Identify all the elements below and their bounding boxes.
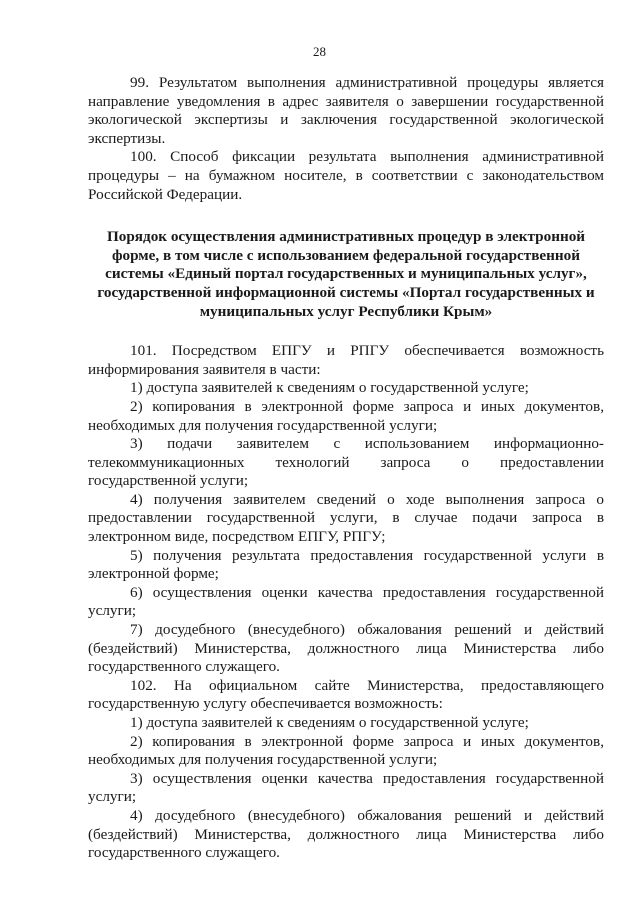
list-item: 1) доступа заявителей к сведениям о государственной услуге; [130, 379, 529, 397]
paragraph-100: 100. Способ фиксации результата выполнения административной процедуры – на бумажном носителе, в соответствии с законодательством Российской Федерации. [88, 148, 604, 203]
list-item: 4) получения заявителем сведений о ходе выполнения запроса о предоставлении государственной услуги, в случае подачи запроса в электронном виде, посредством ЕПГУ, РПГУ; [88, 490, 604, 546]
heading-line: государственной информационной системы «Портал государственных и [97, 283, 595, 301]
list-item: 2) копирования в электронной форме запроса и иных документов, необходимых для получения государственной услуги; [88, 732, 604, 769]
section-heading [88, 228, 604, 321]
paragraph-101: 101. Посредством ЕПГУ и РПГУ обеспечивается возможность информирования заявителя в части: [88, 342, 604, 378]
list-item: 6) осуществления оценки качества предоставления государственной услуги; [88, 583, 604, 620]
paragraph-99: 99. Результатом выполнения административной процедуры является направление уведомления в адрес заявителя о завершении государственной экологической экспертизы и заключения государственной экологической экспертизы. [88, 74, 604, 147]
list-item: 3) подачи заявителем с использованием информационно-телекоммуникационных технологий запроса о предоставлении государственной услуги; [88, 435, 604, 490]
list-item: 5) получения результата предоставления государственной услуги в электронной форме; [88, 546, 604, 583]
heading-line: форме, в том числе с использованием федеральной государственной [111, 246, 581, 264]
list-item: 1) доступа заявителей к сведениям о государственной услуге; [130, 714, 529, 731]
list-item: 7) досудебного (внесудебного) обжалования решений и действий (бездействий) Министерства, должностного лица Министерства либо государственного служащего. [88, 621, 604, 676]
heading-line: Порядок осуществления административных процедур в электронной [106, 228, 586, 246]
list-item: 4) досудебного (внесудебного) обжалования решений и действий (бездействий) Министерства, должностного лица Министерства либо государственного служащего. [88, 806, 604, 862]
paragraph-102: 102. На официальном сайте Министерства, предоставляющего государственную услугу обеспечивается возможность: [88, 676, 604, 713]
heading-line: системы «Единый портал государственных и муниципальных услуг», [105, 265, 587, 283]
list-item: 2) копирования в электронной форме запроса и иных документов, необходимых для получения государственной услуги; [88, 397, 604, 434]
page-number: 28 [313, 44, 326, 59]
list-item: 3) осуществления оценки качества предоставления государственной услуги; [88, 769, 604, 806]
heading-line: муниципальных услуг Республики Крым» [199, 302, 493, 320]
document-body [88, 74, 604, 863]
